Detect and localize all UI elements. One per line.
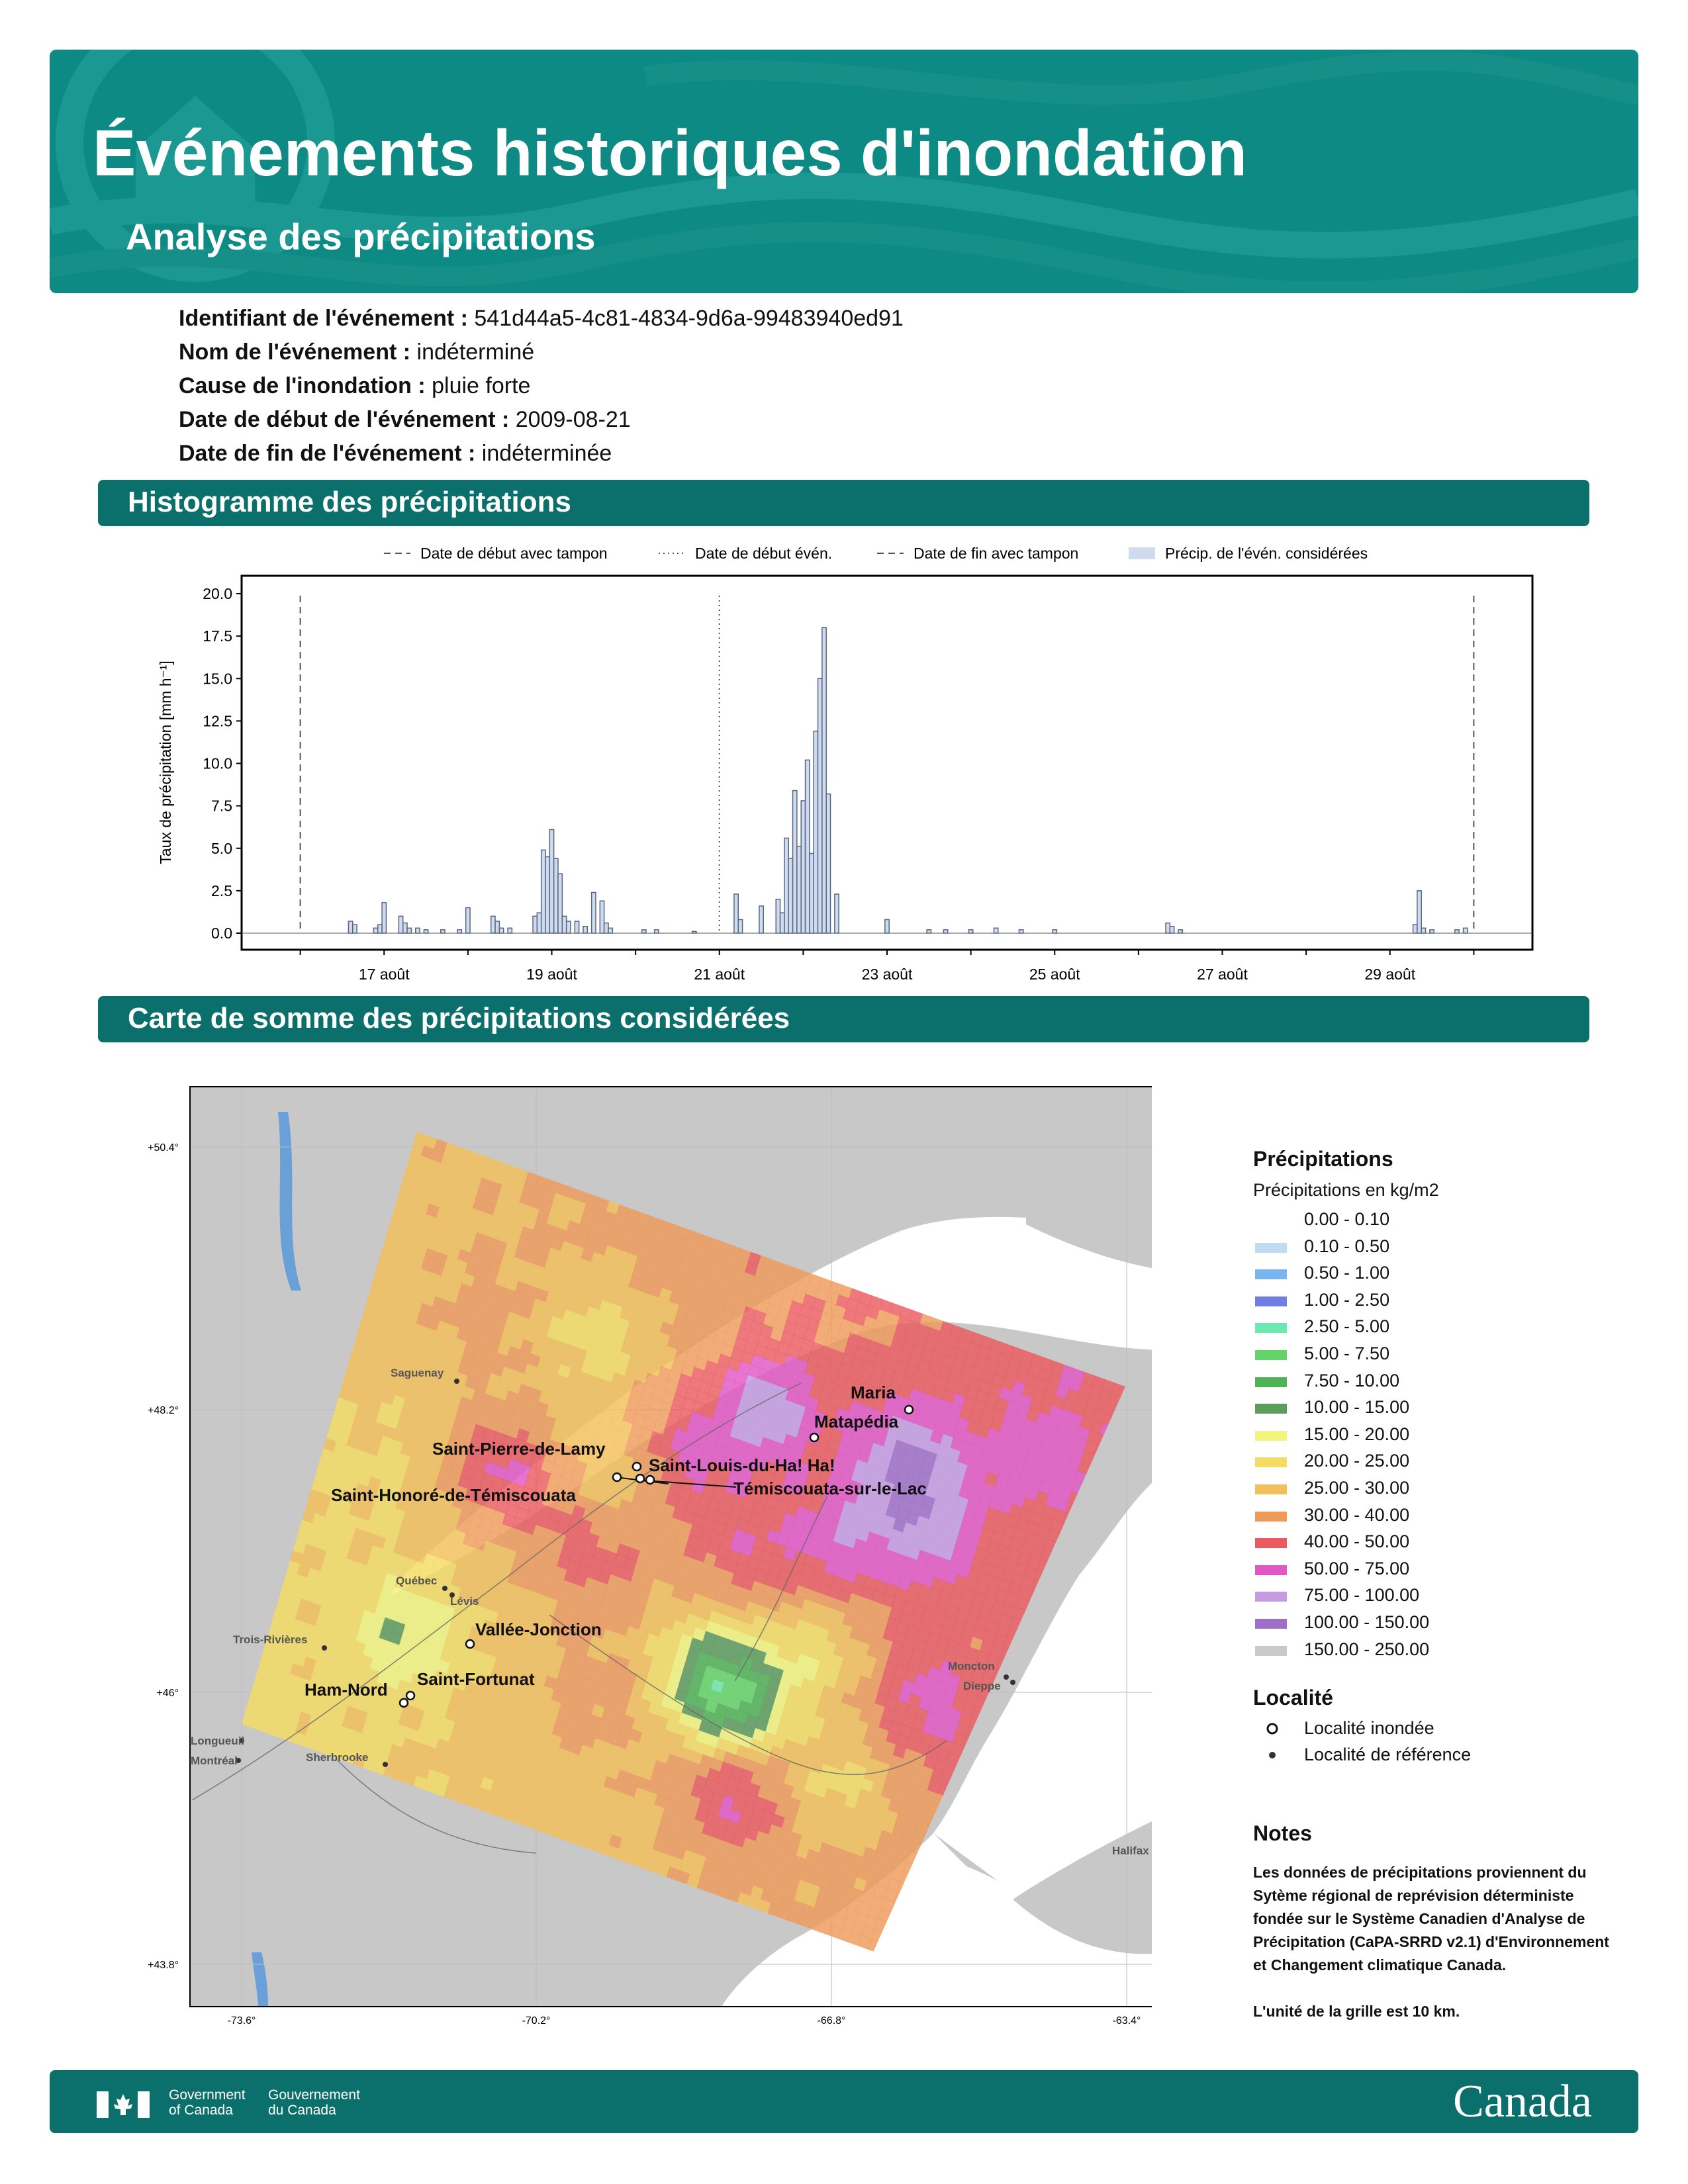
precip-bar [583, 927, 587, 933]
precip-bar [818, 678, 822, 933]
label-sherbrooke: Sherbrooke [306, 1751, 369, 1764]
legend-class-swatch [1255, 1512, 1287, 1522]
legend-class-swatch [1255, 1269, 1287, 1279]
svg-text:-70.2°: -70.2° [522, 2015, 551, 2025]
legend-class-label: 5.00 - 7.50 [1304, 1343, 1390, 1363]
precip-bar [806, 760, 810, 933]
precip-bar [1464, 928, 1468, 933]
label-saint-fortunat: Saint-Fortunat [417, 1669, 535, 1689]
precip-bar [738, 919, 742, 933]
precip-bar [533, 916, 537, 933]
y-tick-label: 7.5 [211, 797, 232, 815]
svg-text:-66.8°: -66.8° [817, 2015, 846, 2025]
precip-bar [399, 916, 402, 933]
precip-bar [1455, 930, 1459, 933]
precip-bar [793, 791, 797, 933]
precip-bar [822, 627, 826, 933]
page-subtitle: Analyse des précipitations [126, 216, 596, 257]
label-dieppe: Dieppe [963, 1680, 1001, 1692]
event-start: Date de début de l'événement : 2009-08-21 [179, 407, 631, 432]
legend-class-swatch [1255, 1350, 1287, 1360]
legend-class-label: 1.00 - 2.50 [1304, 1289, 1390, 1310]
precip-bar [784, 838, 788, 933]
gov-fr: Gouvernement du Canada [268, 2087, 360, 2118]
event-id: Identifiant de l'événement : 541d44a5-4c81-4834-9d6a-99483940ed91 [179, 306, 904, 331]
precip-bar [600, 901, 604, 933]
label-trois-rivieres: Trois-Rivières [233, 1633, 308, 1646]
precip-bar [558, 874, 562, 933]
precip-bar [441, 930, 445, 933]
label-saint-pierre-de-lamy: Saint-Pierre-de-Lamy [432, 1439, 606, 1459]
precip-bar [549, 830, 553, 933]
legend-class-label: 50.00 - 75.00 [1304, 1558, 1410, 1578]
precipitation-histogram [0, 529, 1688, 1032]
precip-bar [968, 930, 972, 933]
precip-bar [835, 894, 839, 933]
y-tick-label: 15.0 [203, 670, 232, 688]
svg-text:+46°: +46° [156, 1688, 179, 1699]
precip-bar [491, 916, 495, 933]
precip-bar [495, 921, 499, 933]
reference-marker-icon [1262, 1745, 1282, 1765]
precip-bar [927, 930, 931, 933]
precip-bar [575, 921, 579, 933]
precipitation-map [139, 1072, 1152, 2025]
legend-label: Date de début avec tampon [420, 545, 608, 562]
precip-bar [943, 930, 947, 933]
precip-bar [541, 850, 545, 933]
precip-bar [642, 930, 646, 933]
legend-class-swatch [1255, 1646, 1287, 1656]
legend-class-label: 20.00 - 25.00 [1304, 1451, 1410, 1471]
footer [50, 2070, 1638, 2133]
canada-flag-icon [97, 2091, 150, 2118]
legend-class-label: 40.00 - 50.00 [1304, 1531, 1410, 1552]
precip-bar [1178, 930, 1182, 933]
legend-class-label: 15.00 - 20.00 [1304, 1424, 1410, 1444]
legend-flooded: Localité inondée [1304, 1718, 1434, 1738]
svg-text:+43.8°: +43.8° [148, 1960, 179, 1971]
label-levis: Lévis [450, 1595, 479, 1608]
precip-bar [655, 930, 659, 933]
label-vallee-jonction: Vallée-Jonction [475, 1619, 602, 1639]
section-map: Carte de somme des précipitations considérées [98, 996, 1589, 1042]
y-tick-label: 12.5 [203, 712, 232, 730]
legend-class-swatch [1255, 1297, 1287, 1306]
canada-wordmark: Canada [1453, 2076, 1592, 2127]
flooded-marker-icon [1262, 1719, 1282, 1739]
legend-class-swatch [1255, 1216, 1287, 1226]
y-axis [203, 585, 242, 942]
longitude-labels [228, 2015, 1141, 2025]
y-tick-label: 20.0 [203, 585, 232, 602]
precip-bar [466, 908, 470, 933]
precip-bar [592, 892, 596, 933]
precip-bar [1421, 928, 1425, 933]
latitude-labels [148, 1142, 179, 1971]
precip-bar [734, 894, 738, 933]
precip-bar [457, 930, 461, 933]
precip-bar [545, 857, 549, 933]
legend-class-label: 100.00 - 150.00 [1304, 1612, 1430, 1632]
legend-reference: Localité de référence [1304, 1745, 1472, 1764]
legend-class-swatch [1255, 1243, 1287, 1253]
legend-class-label: 30.00 - 40.00 [1304, 1504, 1410, 1525]
label-quebec: Québec [396, 1574, 438, 1587]
precip-bar [801, 801, 805, 933]
x-tick-label: 27 août [1197, 966, 1248, 983]
legend-class-label: 2.50 - 5.00 [1304, 1316, 1390, 1337]
legend-class-swatch [1255, 1538, 1287, 1548]
y-tick-label: 0.0 [211, 925, 232, 942]
y-tick-label: 2.5 [211, 882, 232, 899]
date-markers [301, 596, 1474, 933]
precip-bar [348, 921, 352, 933]
precip-bar [416, 928, 420, 933]
precip-bar [780, 913, 784, 933]
svg-text:+48.2°: +48.2° [148, 1405, 179, 1416]
svg-text:-73.6°: -73.6° [227, 2015, 256, 2025]
precip-bar [382, 903, 386, 933]
precip-bar [424, 930, 428, 933]
legend-locality-title: Localité [1253, 1686, 1333, 1709]
precip-bar [407, 928, 411, 933]
legend-class-label: 150.00 - 250.00 [1304, 1639, 1430, 1659]
notes-title: Notes [1253, 1821, 1312, 1845]
x-tick-label: 17 août [358, 966, 410, 983]
precip-bar [885, 919, 889, 933]
label-longueuil: Longueuil [191, 1735, 245, 1747]
label-moncton: Moncton [948, 1660, 995, 1672]
label-matapedia: Matapédia [814, 1412, 899, 1432]
precip-bar [1430, 930, 1434, 933]
x-axis [301, 950, 1474, 983]
precip-bar [499, 928, 503, 933]
legend-precip-title: Précipitations [1253, 1147, 1393, 1171]
precip-bar [759, 906, 763, 933]
legend-class-label: 7.50 - 10.00 [1304, 1370, 1400, 1390]
legend-class-swatch [1255, 1323, 1287, 1333]
x-tick-label: 23 août [861, 966, 913, 983]
precip-bar [1413, 925, 1417, 933]
precip-bar [604, 923, 608, 933]
precip-bar [403, 923, 407, 933]
legend-precip-subtitle: Précipitations en kg/m2 [1253, 1180, 1439, 1200]
svg-text:-63.4°: -63.4° [1112, 2015, 1141, 2025]
precip-bar [567, 921, 571, 933]
legend-class-swatch [1255, 1377, 1287, 1387]
page-title: Événements historiques d'inondation [93, 116, 1247, 189]
precip-bar [826, 794, 830, 933]
precip-bar [562, 916, 566, 933]
x-tick-label: 21 août [694, 966, 745, 983]
histogram-legend [384, 545, 1368, 562]
event-cause: Cause de l'inondation : pluie forte [179, 373, 531, 398]
precip-bar [994, 928, 998, 933]
svg-text:+50.4°: +50.4° [148, 1142, 179, 1154]
precip-bar [1170, 927, 1174, 933]
label-saint-honore-de-temiscouata: Saint-Honoré-de-Témiscouata [331, 1485, 576, 1505]
legend-class-swatch [1255, 1431, 1287, 1441]
legend-class-swatch [1255, 1484, 1287, 1494]
plot-frame [242, 576, 1532, 950]
x-tick-label: 29 août [1364, 966, 1416, 983]
y-tick-label: 17.5 [203, 627, 232, 645]
precip-bar [692, 931, 696, 933]
precip-bar [508, 928, 512, 933]
legend-label: Date de début évén. [695, 545, 833, 562]
precip-bar [378, 925, 382, 933]
precip-bar [814, 731, 818, 933]
precip-bar [353, 925, 357, 933]
precip-bar [1166, 923, 1170, 933]
y-tick-label: 5.0 [211, 839, 232, 857]
legend-class-swatch [1255, 1404, 1287, 1414]
legend-swatch [1129, 547, 1155, 559]
event-name: Nom de l'événement : indéterminé [179, 340, 535, 365]
section-histogram: Histogramme des précipitations [98, 480, 1589, 526]
y-axis-label: Taux de précipitation [mm h⁻¹] [157, 660, 174, 864]
legend-label: Date de fin avec tampon [914, 545, 1079, 562]
x-tick-label: 19 août [526, 966, 577, 983]
label-montreal: Montréal [191, 1754, 238, 1767]
label-saguenay: Saguenay [391, 1367, 444, 1379]
precip-bar [537, 913, 541, 933]
precip-bar [1417, 891, 1421, 933]
gov-en: Government of Canada [169, 2087, 246, 2118]
legend-class-label: 0.10 - 0.50 [1304, 1236, 1390, 1256]
precip-bar [810, 853, 814, 933]
legend-class-swatch [1255, 1565, 1287, 1575]
legend-class-swatch [1255, 1457, 1287, 1467]
label-ham-nord: Ham-Nord [305, 1680, 388, 1700]
event-end: Date de fin de l'événement : indéterminée [179, 441, 612, 466]
precip-bar [1053, 930, 1056, 933]
notes-text: Les données de précipitations proviennent du Sytème régional de reprévision déterministe fondée sur le Système Canadien d'Analyse de Précipitation (CaPA-SRRD v2.1) d'Environnement et Changement climatique Canada. L'unité de la grille est 10 km. [1253, 1864, 1609, 2020]
precip-bar [373, 928, 377, 933]
precip-bar [608, 928, 612, 933]
legend-class-label: 0.00 - 0.10 [1304, 1209, 1390, 1229]
label-saint-louis-du-ha-ha: Saint-Louis-du-Ha! Ha! [649, 1455, 835, 1475]
legend-class-label: 0.50 - 1.00 [1304, 1263, 1390, 1283]
legend-class-label: 10.00 - 15.00 [1304, 1397, 1410, 1418]
x-tick-label: 25 août [1029, 966, 1080, 983]
legend-class-label: 75.00 - 100.00 [1304, 1585, 1420, 1606]
label-maria: Maria [851, 1383, 896, 1402]
y-tick-label: 10.0 [203, 754, 232, 772]
precip-bar [776, 899, 780, 933]
precip-bar [1019, 930, 1023, 933]
legend-class-swatch [1255, 1592, 1287, 1602]
legend-class-swatch [1255, 1619, 1287, 1629]
bars [348, 627, 1467, 933]
legend-label: Précip. de l'évén. considérées [1165, 545, 1368, 562]
precip-bar [788, 858, 792, 933]
label-halifax: Halifax [1112, 1844, 1149, 1857]
legend-class-label: 25.00 - 30.00 [1304, 1478, 1410, 1498]
precip-bar [797, 846, 801, 933]
precip-bar [554, 858, 558, 933]
label-temiscouata-sur-le-lac: Témiscouata-sur-le-Lac [733, 1479, 927, 1498]
